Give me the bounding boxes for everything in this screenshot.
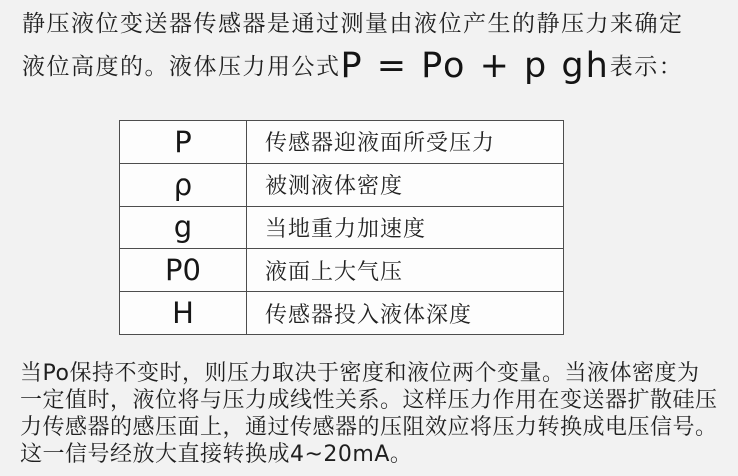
- description-cell: 传感器迎液面所受压力: [265, 131, 496, 157]
- explanation-line-1: 当Po保持不变时，则压力取决于密度和液位两个变量。当液体密度为: [20, 361, 700, 386]
- pressure-formula: P = Po + p gh: [340, 46, 610, 86]
- symbol-definition-table: [119, 120, 564, 335]
- intro-line-2: [22, 46, 722, 87]
- table-row: [120, 121, 563, 164]
- symbol-cell: g: [120, 207, 247, 249]
- description-cell: 当地重力加速度: [265, 216, 427, 242]
- table-row: [120, 292, 563, 334]
- explanation-line-2: 一定值时，液位将与压力成线性关系。这样压力作用在变送器扩散硅压: [20, 388, 718, 413]
- intro-paragraph: [22, 4, 722, 87]
- explanation-line-3: 力传感器的感压面上，通过传感器的压阻效应将压力转换成电压信号。: [20, 415, 718, 440]
- symbol-cell: P0: [120, 249, 247, 291]
- symbol-cell: ρ: [120, 164, 247, 206]
- table-row: [120, 249, 563, 292]
- explanation-line-4: 这一信号经放大直接转换成4~20mA。: [20, 442, 413, 467]
- description-cell: 传感器投入液体深度: [265, 302, 473, 328]
- symbol-cell: H: [120, 292, 247, 334]
- intro-line-1: 静压液位变送器传感器是通过测量由液位产生的静压力来确定: [22, 11, 684, 37]
- description-cell: 液面上大气压: [265, 259, 404, 285]
- intro-line2-suffix: 表示：: [609, 54, 684, 80]
- symbol-cell: P: [120, 121, 247, 163]
- table-row: [120, 164, 563, 207]
- intro-line2-prefix: 液位高度的。液体压力用公式: [22, 54, 341, 80]
- table-row: [120, 207, 563, 250]
- explanation-paragraph: [20, 360, 732, 468]
- description-cell: 被测液体密度: [265, 174, 404, 200]
